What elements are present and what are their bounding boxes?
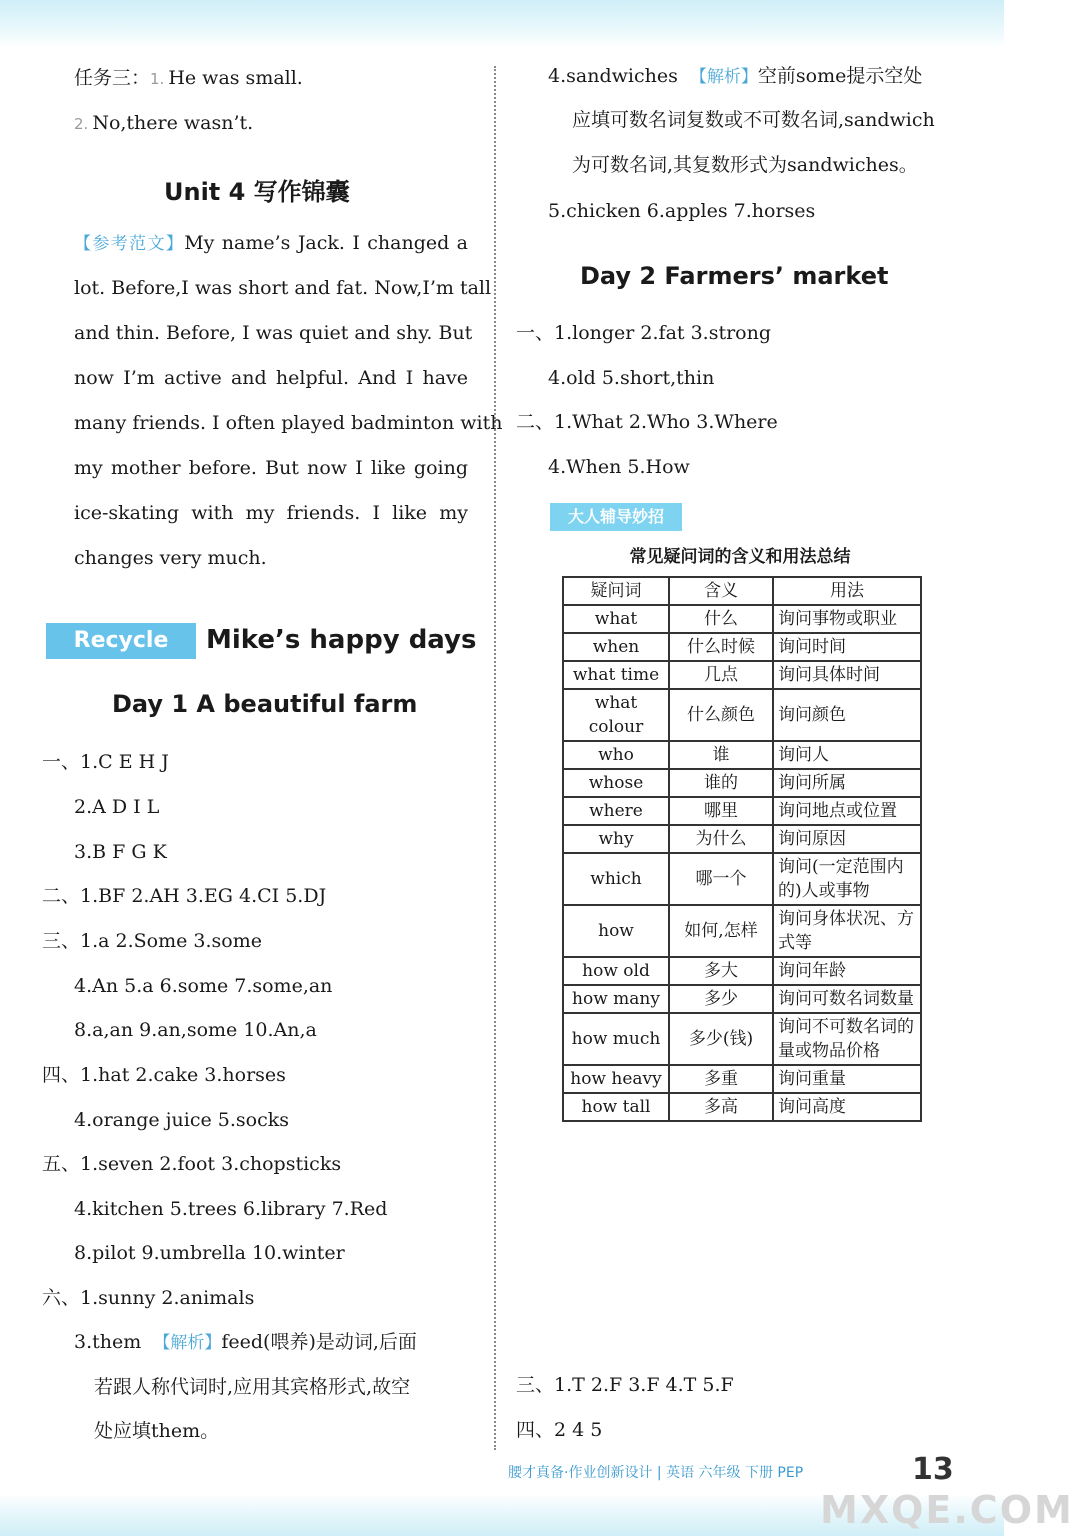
unit4-heading: Unit 4 写作锦囊 — [164, 178, 350, 206]
essay-line-1: 【参考范文】My name’s Jack. I changed a — [74, 232, 469, 254]
table-row — [563, 825, 921, 853]
d2-s4-row: 四、2 4 5 — [516, 1419, 603, 1441]
s6-row3: 若跟人称代词时,应用其宾格形式,故空 — [94, 1376, 411, 1398]
cell-meaning: 多高 — [669, 1093, 773, 1121]
cell-word: what time — [563, 661, 669, 689]
s4-row1: 四、1.hat 2.cake 3.horses — [42, 1064, 286, 1086]
cell-word: how many — [563, 985, 669, 1013]
cell-word: how — [563, 905, 669, 957]
cell-usage: 询问人 — [773, 741, 921, 769]
watermark: MXQE.COM — [820, 1488, 1074, 1532]
cell-usage: 询问时间 — [773, 633, 921, 661]
cell-word: what — [563, 605, 669, 633]
cell-word: which — [563, 853, 669, 905]
essay-line-6: my mother before. But now I like going — [74, 457, 468, 479]
s3-row3: 8.a,an 9.an,some 10.An,a — [74, 1019, 317, 1041]
cell-meaning: 哪里 — [669, 797, 773, 825]
cell-usage: 询问不可数名词的量或物品价格 — [773, 1013, 921, 1065]
cell-usage: 询问地点或位置 — [773, 797, 921, 825]
cell-usage: 询问可数名词数量 — [773, 985, 921, 1013]
essay-line-5: many friends. I often played badminton with — [74, 412, 503, 434]
cell-meaning: 多少(钱) — [669, 1013, 773, 1065]
table-body — [563, 605, 921, 1121]
header-meaning: 含义 — [669, 577, 773, 605]
s4-row2: 4.orange juice 5.socks — [74, 1109, 290, 1131]
table-row — [563, 605, 921, 633]
d2-s3-row: 三、1.T 2.F 3.F 4.T 5.F — [516, 1374, 734, 1396]
table-row — [563, 1065, 921, 1093]
recycle-badge: Recycle — [46, 623, 196, 659]
header-usage: 用法 — [773, 577, 921, 605]
essay-line-8: changes very much. — [74, 547, 267, 569]
day2-heading: Day 2 Farmers’ market — [580, 262, 889, 290]
cell-word: when — [563, 633, 669, 661]
task3-line1: 任务三：1. He was small. — [74, 67, 303, 89]
s6-row4: 处应填them。 — [94, 1420, 220, 1442]
cell-word: what colour — [563, 689, 669, 741]
table-title: 常见疑问词的含义和用法总结 — [629, 547, 851, 567]
recycle-title: Mike’s happy days — [206, 625, 477, 655]
s1-row1: 一、1.C E H J — [42, 751, 169, 773]
s6-row1: 六、1.sunny 2.animals — [42, 1287, 255, 1309]
cell-word: who — [563, 741, 669, 769]
answer4-line3: 为可数名词,其复数形式为sandwiches。 — [572, 154, 918, 176]
header-word: 疑问词 — [563, 577, 669, 605]
cell-usage: 询问颜色 — [773, 689, 921, 741]
table-row — [563, 957, 921, 985]
cell-usage: 询问所属 — [773, 769, 921, 797]
footer-text: 腰才真备·作业创新设计 | 英语 六年级 下册 PEP — [508, 1465, 804, 1481]
s5-row1: 五、1.seven 2.foot 3.chopsticks — [42, 1153, 342, 1175]
essay-line-4: now I’m active and helpful. And I have — [74, 367, 468, 389]
cell-meaning: 多大 — [669, 957, 773, 985]
cell-meaning: 为什么 — [669, 825, 773, 853]
cell-meaning: 几点 — [669, 661, 773, 689]
table-row — [563, 905, 921, 957]
cell-meaning: 谁的 — [669, 769, 773, 797]
column-divider — [494, 66, 496, 1450]
cell-meaning: 如何,怎样 — [669, 905, 773, 957]
table-row — [563, 797, 921, 825]
d2-s2-row1: 二、1.What 2.Who 3.Where — [516, 411, 778, 433]
cell-meaning: 谁 — [669, 741, 773, 769]
task3-line2: 2. No,there wasn’t. — [74, 112, 254, 134]
cell-usage: 询问高度 — [773, 1093, 921, 1121]
essay-line-2: lot. Before,I was short and fat. Now,I’m tall — [74, 277, 492, 299]
s2-row: 二、1.BF 2.AH 3.EG 4.CI 5.DJ — [42, 885, 327, 907]
table-row — [563, 689, 921, 741]
cell-usage: 询问具体时间 — [773, 661, 921, 689]
cell-usage: 询问原因 — [773, 825, 921, 853]
answer4-line2: 应填可数名词复数或不可数名词,sandwich — [572, 109, 935, 131]
cell-usage: 询问身体状况、方式等 — [773, 905, 921, 957]
parent-tip-badge: 大人辅导妙招 — [550, 503, 682, 531]
s3-row1: 三、1.a 2.Some 3.some — [42, 930, 262, 952]
table-row — [563, 1093, 921, 1121]
cell-usage: 询问重量 — [773, 1065, 921, 1093]
table-row — [563, 985, 921, 1013]
top-decor-band — [0, 0, 1004, 48]
table-row — [563, 633, 921, 661]
d2-s1-row1: 一、1.longer 2.fat 3.strong — [516, 322, 772, 344]
question-word-table — [562, 576, 922, 1122]
s3-row2: 4.An 5.a 6.some 7.some,an — [74, 975, 333, 997]
day1-heading: Day 1 A beautiful farm — [112, 690, 418, 718]
cell-meaning: 多重 — [669, 1065, 773, 1093]
answer4-line1: 4.sandwiches 【解析】空前some提示空处 — [548, 65, 923, 87]
s1-row2: 2.A D I L — [74, 796, 160, 818]
d2-s1-row2: 4.old 5.short,thin — [548, 367, 715, 389]
s6-row2: 3.them 【解析】feed(喂养)是动词,后面 — [74, 1331, 417, 1353]
s5-row3: 8.pilot 9.umbrella 10.winter — [74, 1242, 345, 1264]
cell-word: how much — [563, 1013, 669, 1065]
answer5-line: 5.chicken 6.apples 7.horses — [548, 200, 816, 222]
cell-usage: 询问事物或职业 — [773, 605, 921, 633]
table-header-row — [563, 577, 921, 605]
essay-line-3: and thin. Before, I was quiet and shy. But — [74, 322, 473, 344]
cell-word: where — [563, 797, 669, 825]
cell-usage: 询问(一定范围内的)人或事物 — [773, 853, 921, 905]
cell-meaning: 什么时候 — [669, 633, 773, 661]
cell-word: whose — [563, 769, 669, 797]
cell-meaning: 什么 — [669, 605, 773, 633]
essay-line-7: ice-skating with my friends. I like my — [74, 502, 468, 524]
table-row — [563, 1013, 921, 1065]
d2-s2-row2: 4.When 5.How — [548, 456, 690, 478]
table-row — [563, 661, 921, 689]
s1-row3: 3.B F G K — [74, 841, 167, 863]
table-row — [563, 741, 921, 769]
cell-word: how heavy — [563, 1065, 669, 1093]
table-row — [563, 769, 921, 797]
s5-row2: 4.kitchen 5.trees 6.library 7.Red — [74, 1198, 388, 1220]
cell-meaning: 哪一个 — [669, 853, 773, 905]
cell-word: why — [563, 825, 669, 853]
page-number: 13 — [912, 1452, 954, 1487]
cell-usage: 询问年龄 — [773, 957, 921, 985]
cell-meaning: 什么颜色 — [669, 689, 773, 741]
table-row — [563, 853, 921, 905]
cell-word: how tall — [563, 1093, 669, 1121]
cell-word: how old — [563, 957, 669, 985]
cell-meaning: 多少 — [669, 985, 773, 1013]
